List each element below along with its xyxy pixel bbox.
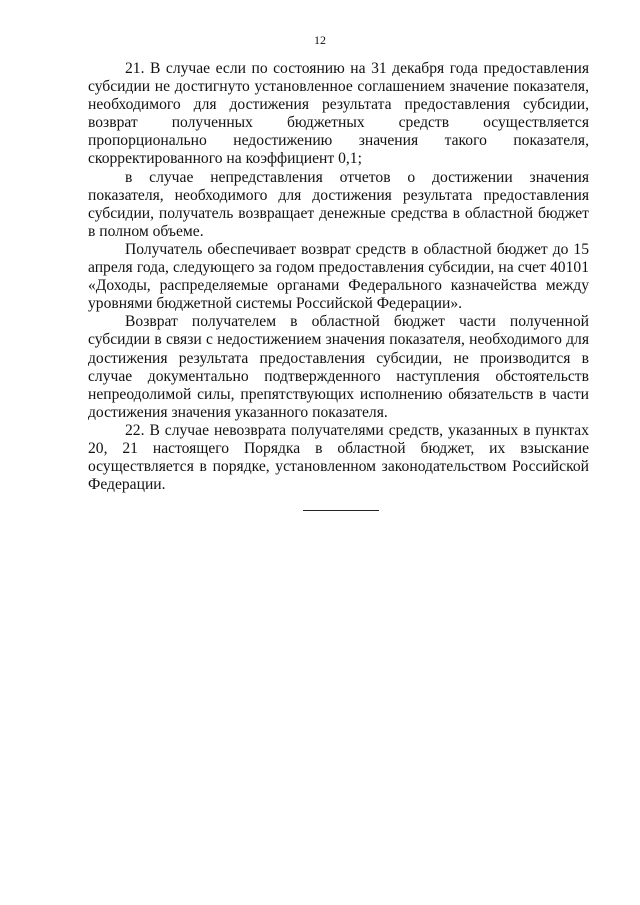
page-number: 12 — [314, 33, 326, 47]
paragraph-return-deadline: Получатель обеспечивает возврат средств в областной бюджет до 15 апреля года, следующего за годом предоставления субсидии, на счет 40101 «Доходы, распределяемые органами Федерального казначейства между уровнями бюджетной системы Российской Федерации». — [88, 240, 589, 313]
paragraph-21: 21. В случае если по состоянию на 31 декабря года предоставления субсидии не достигнуто установленное соглашением значение показателя, необходимого для достижения результата предоставления субсидии, возврат полученных бюджетных средств осуществляется пропорционально недостижению значения такого показателя, скорректированного на коэффициент 0,1; — [88, 60, 589, 168]
paragraph-force-majeure: Возврат получателем в областной бюджет части полученной субсидии в связи с недостижением значения показателя, необходимого для достижения результата предоставления субсидии, не производится в случае документально подтвержденного наступления обстоятельств непреодолимой силы, препятствующих исполнению обязательств в части достижения значения указанного показателя. — [88, 313, 589, 421]
end-of-document-rule — [303, 510, 379, 511]
paragraph-non-submission: в случае непредставления отчетов о достижении значения показателя, необходимого для достижения результата предоставления субсидии, получатель возвращает денежные средства в областной бюджет в полном объеме. — [88, 168, 589, 240]
document-body — [88, 60, 589, 494]
paragraph-22: 22. В случае невозврата получателями средств, указанных в пунктах 20, 21 настоящего Порядка в областной бюджет, их взыскание осуществляется в порядке, установленном законодательством Российской Федерации. — [88, 421, 589, 494]
